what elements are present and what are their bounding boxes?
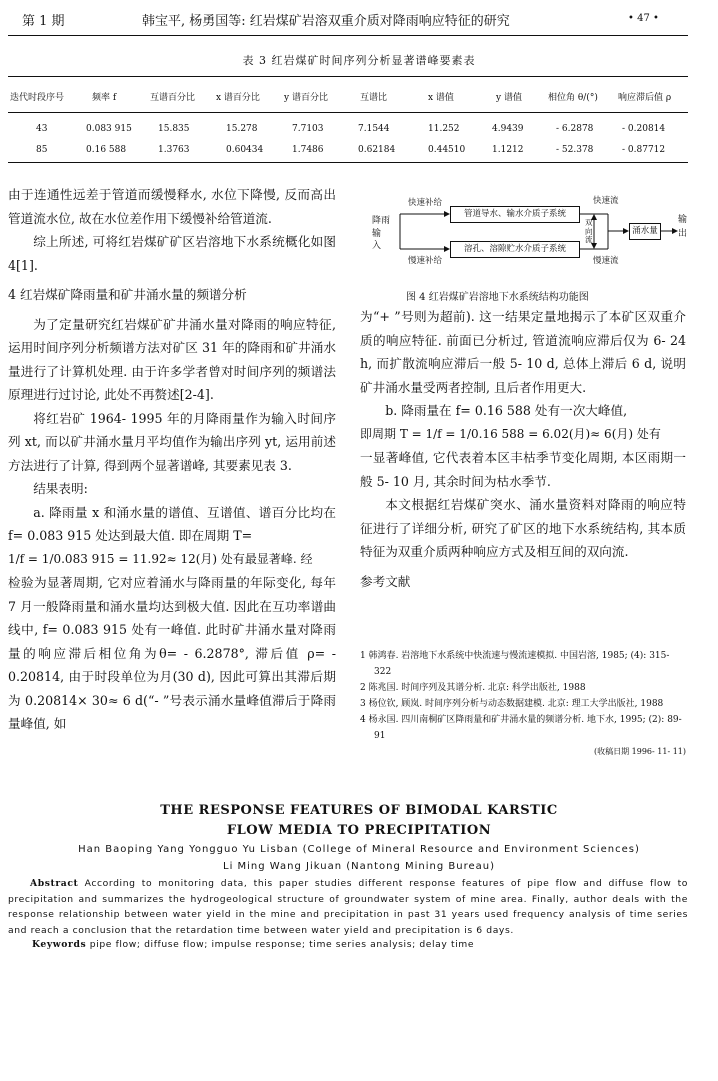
- right-column: [360, 305, 686, 593]
- english-keywords: [32, 937, 682, 953]
- paragraph: 综上所述, 可将红岩煤矿矿区岩溶地下水系统概化如图 4[1].: [8, 234, 336, 273]
- table-top-rule: [8, 76, 688, 77]
- table-cell: 43: [36, 124, 48, 134]
- table-cell: 15.278: [226, 124, 258, 134]
- reference-item: 4 杨永国. 四川南桐矿区降雨量和矿井涌水量的频谱分析. 地下水, 1995; (2): 89- 91: [360, 715, 682, 741]
- col-header: 相位角 θ/(°): [548, 93, 598, 103]
- table-cell: 0.083 915: [86, 124, 132, 134]
- formula: 即周期 T = 1/f = 1/0.16 588 = 6.02(月)≈ 6(月) 处有: [360, 426, 661, 441]
- keywords-label: Keywords: [32, 939, 87, 950]
- paragraph: 结果表明:: [33, 481, 88, 496]
- table-cell: 4.9439: [492, 124, 524, 134]
- table-cell: 11.252: [428, 124, 460, 134]
- paragraph: 本文根据红岩煤矿突水、涌水量资料对降雨的响应特征进行了详细分析, 研究了矿区的地下水系统结构, 其本质特征为双重介质两种响应方式及相互间的双向流.: [360, 497, 686, 559]
- paragraph: b. 降雨量在 f= 0.16 588 处有一次大峰值,: [385, 403, 628, 418]
- table-cell: 7.1544: [358, 124, 390, 134]
- left-column: [8, 183, 336, 736]
- reference-item: 1 韩鸿春. 岩溶地下水系统中快流速与慢流速模拟. 中国岩溶, 1985; (4): 315- 322: [360, 651, 670, 677]
- col-header: 频率 f: [92, 93, 117, 103]
- paragraph: 为“+ ”号则为超前). 这一结果定量地揭示了本矿区双重介质的响应特征. 前面已分析过, 管道流响应滞后仅为 6- 24 h, 而扩散流响应滞后一般 5- 10 d, 总体上滞后 6 d, 说明矿井涌水量受两者控制, 且后者作用更大.: [360, 309, 686, 395]
- pipe-subsystem-box: 管道导水、输水介质子系统: [450, 206, 580, 223]
- issue-number: 第 1 期: [22, 14, 65, 29]
- table-cell: - 6.2878: [556, 124, 594, 134]
- paragraph: 由于连通性远差于管道而缓慢释水, 水位下降慢, 反而高出管道流水位, 故在水位差作用下缓慢补给管道流.: [8, 187, 336, 226]
- table-cell: 85: [36, 145, 48, 155]
- table-cell: - 0.87712: [622, 145, 666, 155]
- english-title-line-1: THE RESPONSE FEATURES OF BIMODAL KARSTIC: [160, 803, 558, 818]
- abstract-label: Abstract: [30, 878, 79, 889]
- reference-item: 3 杨位钦, 顾岚. 时间序列分析与动态数据建模. 北京: 理工大学出版社, 1988: [360, 699, 664, 709]
- col-header: y 谱百分比: [284, 93, 328, 103]
- water-yield-box: 涌水量: [629, 223, 661, 240]
- figure-caption: 图 4 红岩煤矿岩溶地下水系统结构功能图: [406, 292, 589, 303]
- english-authors-1: Han Baoping Yang Yongguo Yu Lisban (College of Mineral Resource and Environment Sciences): [78, 844, 640, 855]
- running-title: 韩宝平, 杨勇国等: 红岩煤矿岩溶双重介质对降雨响应特征的研究: [142, 14, 510, 29]
- slow-flow-label: 慢速流: [593, 256, 619, 266]
- table-cell: 0.60434: [226, 145, 264, 155]
- english-authors-2: Li Ming Wang Jikuan (Nantong Mining Bureau): [223, 861, 495, 872]
- col-header: 迭代时段序号: [10, 93, 65, 103]
- paragraph: a. 降雨量 x 和涌水量的谱值、互谱值、谱百分比均在 f= 0.083 915 处达到最大值. 即在周期 T=: [8, 504, 336, 543]
- table-cell: 1.3763: [158, 145, 190, 155]
- page-number: • 47 •: [628, 13, 659, 24]
- table-cell: - 52.378: [556, 145, 594, 155]
- table-cell: 1.7486: [292, 145, 324, 155]
- paragraph: 将红岩矿 1964- 1995 年的月降雨量作为输入时间序列 xt, 而以矿井涌水量月平均值作为输出序列 yt, 运用前述方法进行了计算, 得到两个显著谱峰, 其要素见表 3.: [8, 410, 336, 473]
- references-heading: 参考文献: [360, 573, 411, 589]
- input-label: 降雨: [372, 216, 391, 226]
- table-cell: 0.44510: [428, 145, 466, 155]
- header-rule: [8, 35, 688, 36]
- received-date: (收稿日期 1996- 11- 11): [594, 747, 686, 756]
- slow-recharge-label: 慢速补给: [408, 256, 443, 266]
- table-cell: 7.7103: [292, 124, 324, 134]
- two-way-flow-label: 双向流: [585, 218, 593, 244]
- table-cell: 15.835: [158, 124, 190, 134]
- fast-flow-label: 快速流: [593, 196, 619, 206]
- col-header: 互谱百分比: [150, 93, 196, 103]
- section-heading: 4 红岩煤矿降雨量和矿井涌水量的频谱分析: [8, 287, 247, 302]
- reference-list: [360, 648, 686, 760]
- english-abstract: [8, 876, 688, 938]
- table-cell: 1.1212: [492, 145, 524, 155]
- col-header: x 谱值: [428, 93, 454, 103]
- table-caption: 表 3 红岩煤矿时间序列分析显著谱峰要素表: [242, 54, 476, 67]
- fast-recharge-label: 快速补给: [408, 198, 443, 208]
- paragraph: 一显著峰值, 它代表着本区丰枯季节变化周期, 本区雨期一般 5- 10 月, 其余时间为枯水季节.: [360, 450, 686, 489]
- input-arrow-label: 输入: [372, 229, 382, 251]
- fissure-subsystem-box: 溶孔、溶隙贮水介质子系统: [450, 241, 580, 258]
- figure-4-diagram: [368, 192, 688, 270]
- reference-item: 2 陈兆国. 时间序列及其谱分析. 北京: 科学出版社, 1988: [360, 683, 586, 693]
- table-bottom-rule: [8, 162, 688, 163]
- paragraph: 为了定量研究红岩煤矿矿井涌水量对降雨的响应特征, 运用时间序列分析频谱方法对矿区 31 年的降雨和矿井涌水量进行了计算机处理. 由于许多学者曾对时间序列的频谱法原理进行过讨论, 此处不再赘述[2-4].: [8, 316, 336, 402]
- output-label: 输出: [678, 215, 688, 239]
- table-cell: 0.62184: [358, 145, 396, 155]
- table-cell: - 0.20814: [622, 124, 666, 134]
- english-title-line-2: FLOW MEDIA TO PRECIPITATION: [226, 823, 492, 838]
- col-header: x 谱百分比: [216, 93, 260, 103]
- col-header: 响应滞后值 ρ: [618, 93, 672, 103]
- formula: 1/f = 1/0.083 915 = 11.92≈ 12(月) 处有最显著峰. 经: [8, 551, 313, 566]
- keywords-text: pipe flow; diffuse flow; impulse response; time series analysis; delay time: [89, 939, 475, 950]
- table-header-rule: [8, 112, 688, 113]
- abstract-text: According to monitoring data, this paper studies different response features of pipe flow and diffuse flow to precipitation and summarizes the hydrogeological structure of groundwater system of mine area. Finally, author deals with the response relationship between water yield in the mine and precipitation in past 31 years used frequency analysis of time series and reach a conclusion that the retardation time between water yield and precipitation is 6 days.: [8, 878, 688, 936]
- table-cell: 0.16 588: [86, 145, 127, 155]
- col-header: 互谱比: [360, 93, 388, 103]
- col-header: y 谱值: [496, 93, 522, 103]
- paragraph: 检验为显著周期, 它对应着涌水与降雨量的年际变化, 每年 7 月一般降雨量和涌水量均达到极大值. 因此在互功率谱曲线中, f= 0.083 915 处有一峰值. 此时矿井涌水量对降雨量的响应滞后相位角为θ= - 6.2878°, 滞后值 ρ= - 0.20814, 由于时段单位为月(30 d), 因此可算出其滞后期为 0.20814× 30≈ 6 d(“- ”号表示涌水量峰值滞后于降雨量峰值, 如: [8, 575, 336, 731]
